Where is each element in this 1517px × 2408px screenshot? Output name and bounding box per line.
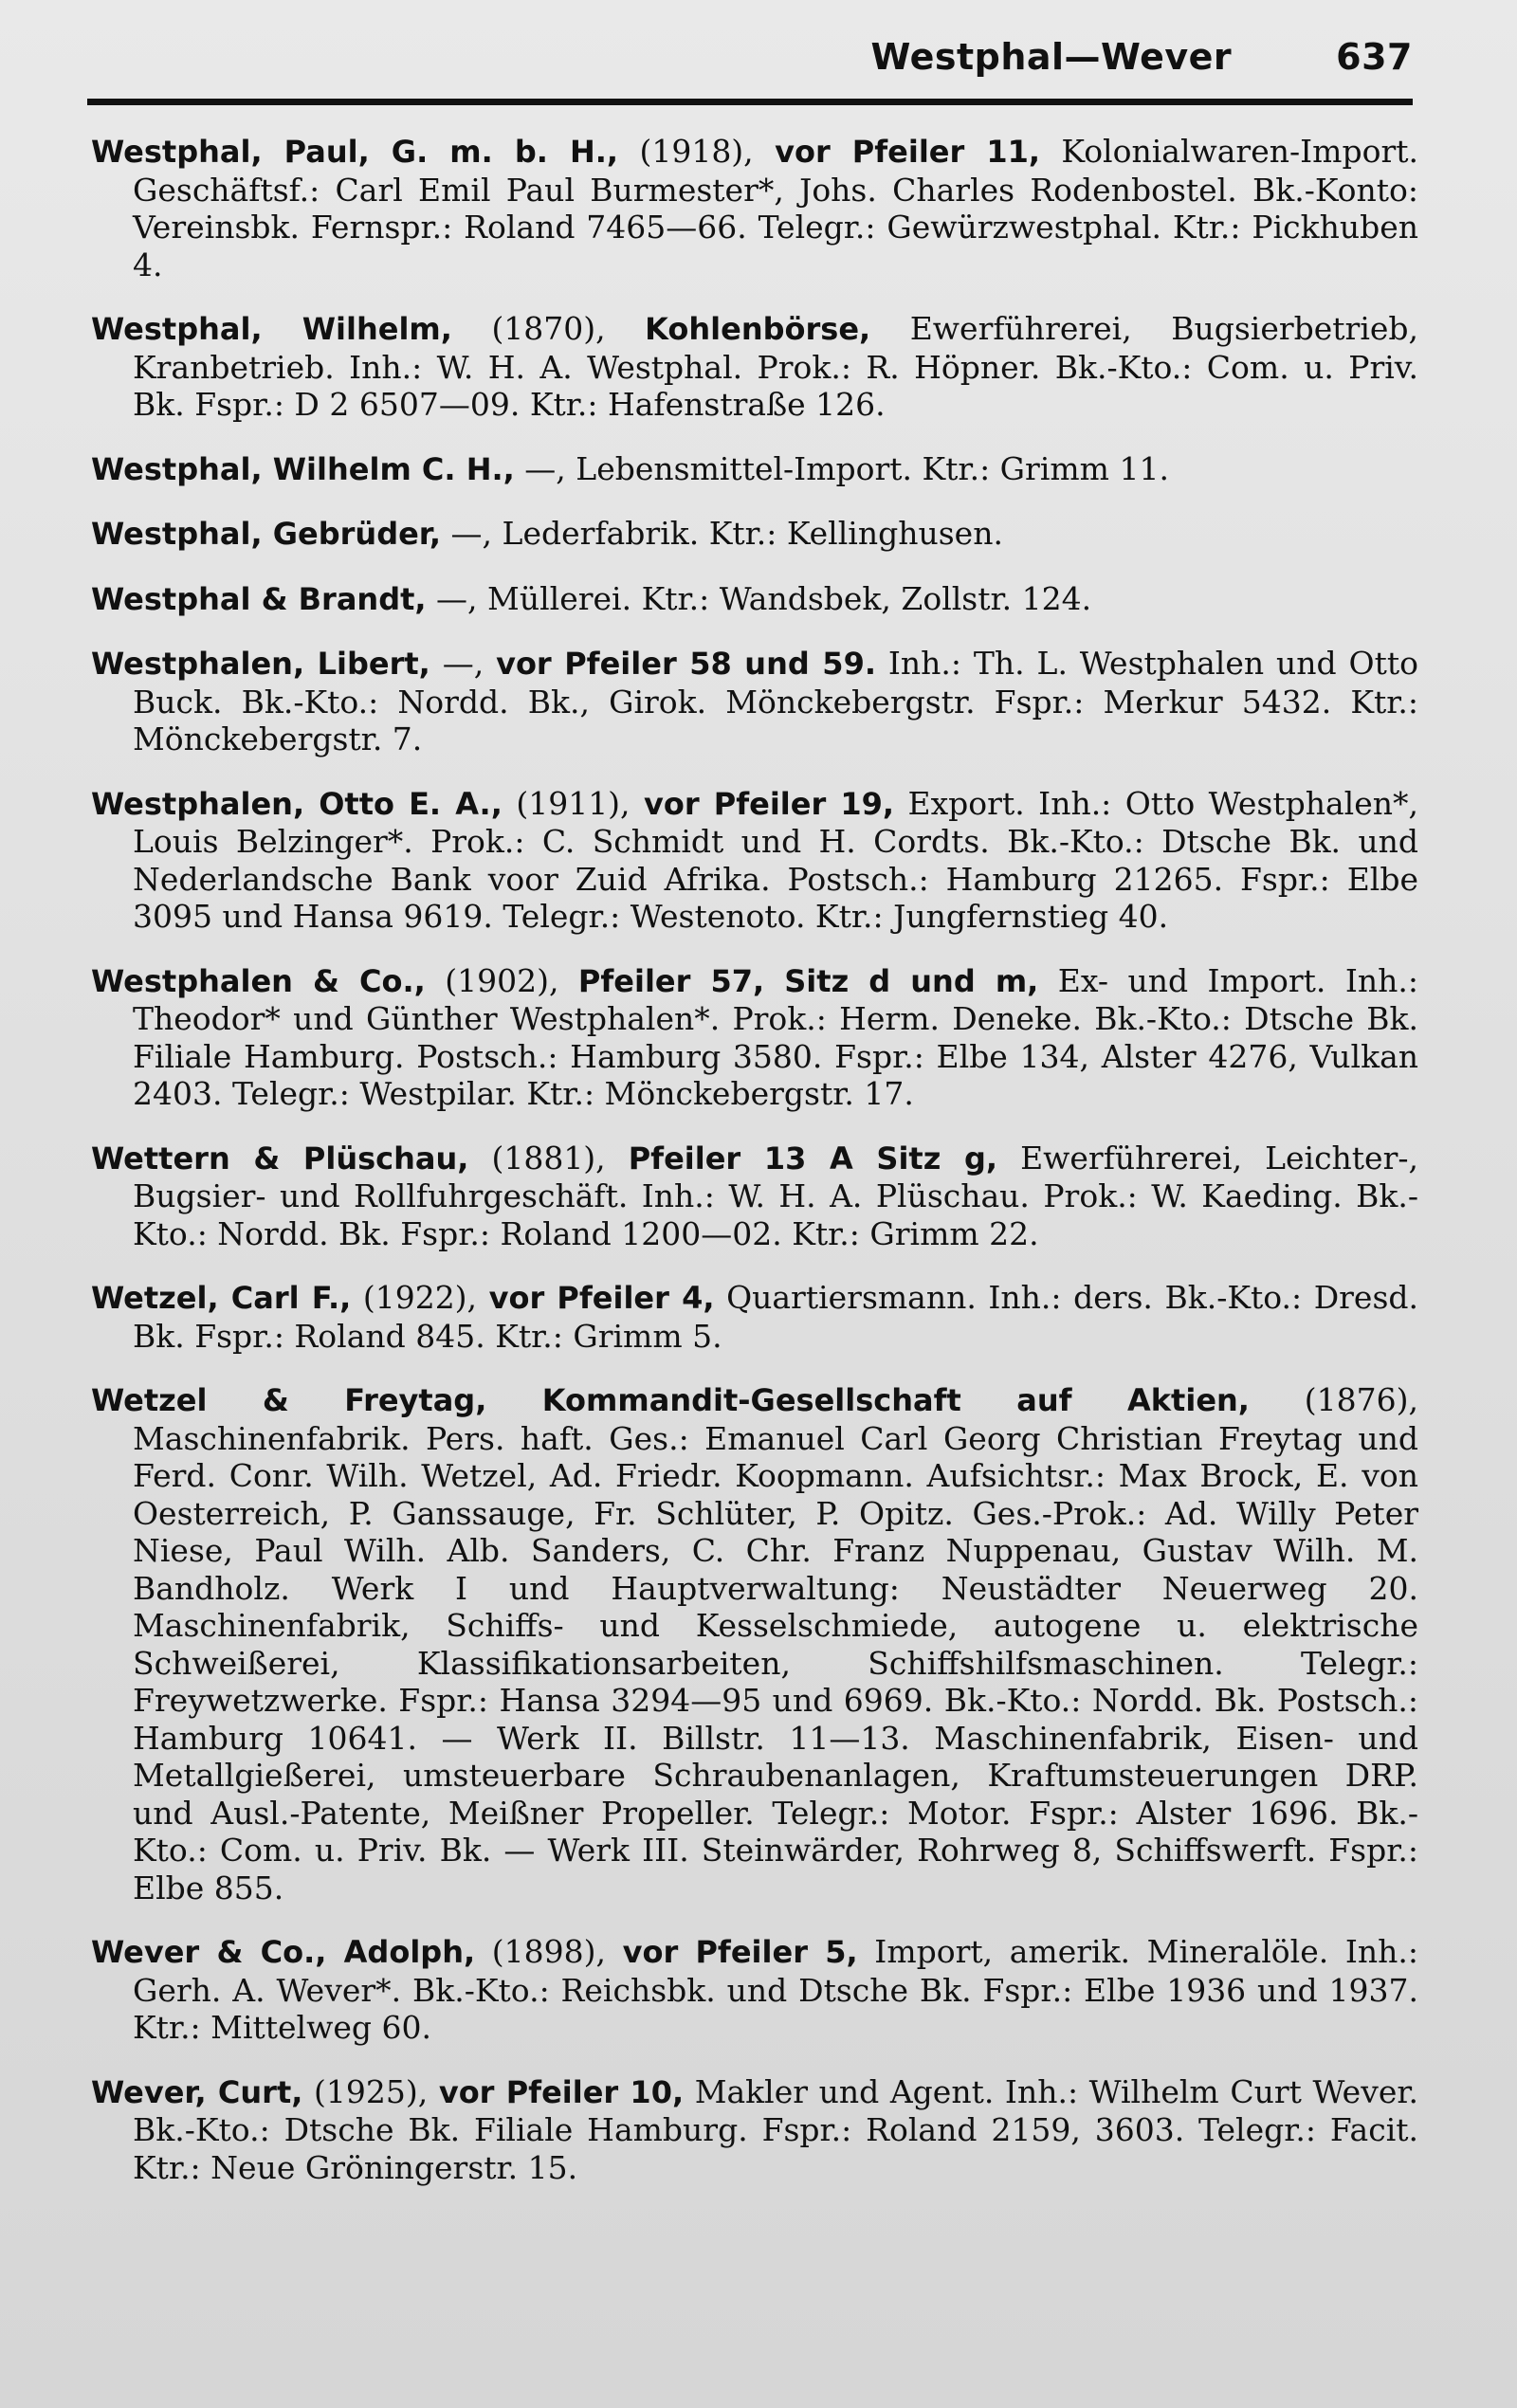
entry-location: Pfeiler 57, Sitz d und m, — [577, 962, 1039, 999]
entry-text: Maschinenfabrik. Pers. haft. Ges.: Emanuel Carl Georg Christian Freytag und Ferd. Conr. Wilh. Wetzel, Ad. Friedr. Koopmann. Aufsichtsr.: Max Brock, E. von Oesterreich, P. Ganssauge, Fr. Schlüter, P. Opitz. Ges.-Prok.: Ad. Willy Peter Niese, Paul Wilh. Alb. Sanders, C. Chr. Franz Nuppenau, Gustav Wilh. M. Bandholz. Werk I und Hauptverwaltung: Neustädter Neuerweg 20. Maschinenfabrik, Schiffs- und Kesselschmiede, autogene u. elektrische Schweißerei, Klassifikationsarbeiten, Schiffshilfsmaschinen. Telegr.: Freywetzwerke. Fspr.: Hansa 3294—95 und 6969. Bk.-Kto.: Nordd. Bk. Postsch.: Hamburg 10641. — Werk II. Billstr. 11—13. Maschinenfabrik, Eisen- und Metallgießerei, umsteuerbare Schraubenanlagen, Kraftumsteuerungen DRP. und Ausl.-Patente, Meißner Propeller. Telegr.: Motor. Fspr.: Alster 1696. Bk.-Kto.: Com. u. Priv. Bk. — Werk III. Steinwärder, Rohrweg 8, Schiffswerft. Fspr.: Elbe 855. — [133, 1419, 1418, 1906]
entry-text: Inh.: Th. L. Westphalen und Otto Buck. Bk.-Kto.: Nordd. Bk., Girok. Mönckebergstr. Fspr.: Merkur 5432. Ktr.: Mönckebergstr. 7. — [133, 645, 1418, 757]
entry-location: vor Pfeiler 10, — [438, 2073, 685, 2110]
entry-text: Quartiersmann. Inh.: ders. Bk.-Kto.: Dresd. Bk. Fspr.: Roland 845. Ktr.: Grimm 5. — [133, 1279, 1419, 1355]
directory-entry — [91, 1933, 1418, 2047]
entry-location: Kohlenbörse, — [645, 311, 871, 347]
entry-year: (1918), — [639, 133, 754, 170]
entry-name: Westphal, Wilhelm C. H., — [91, 450, 515, 487]
entry-name: Westphal, Gebrüder, — [91, 516, 442, 552]
running-head-title: Westphal—Wever — [870, 36, 1233, 78]
entry-year: —, — [450, 515, 493, 552]
entry-location: Pfeiler 13 A Sitz g, — [628, 1140, 998, 1177]
directory-entry — [91, 450, 1418, 489]
directory-entry — [91, 1279, 1418, 1355]
entry-year: (1898), — [491, 1933, 606, 1970]
directory-entry — [91, 785, 1418, 936]
entry-year: (1911), — [516, 784, 631, 822]
entry-text: Import, amerik. Mineralöle. Inh.: Gerh. A. Wever*. Bk.-Kto.: Reichsbk. und Dtsche Bk. Fspr.: Elbe 1936 und 1937. Ktr.: Mittelweg 60. — [133, 1933, 1418, 2046]
header-rule — [87, 99, 1413, 105]
entry-year: (1876), — [1304, 1381, 1419, 1418]
directory-entry — [91, 1381, 1418, 1906]
directory-entry — [91, 1140, 1418, 1253]
entry-name: Westphal & Brandt, — [91, 580, 427, 617]
entry-name: Westphalen & Co., — [91, 962, 426, 999]
entry-year: (1881), — [491, 1139, 606, 1177]
directory-entry — [91, 580, 1418, 619]
entry-year: —, — [524, 449, 566, 487]
entry-location: vor Pfeiler 58 und 59. — [496, 646, 876, 682]
entry-name: Westphal, Paul, G. m. b. H., — [91, 134, 619, 170]
entry-name: Westphalen, Otto E. A., — [91, 785, 503, 822]
entry-name: Wettern & Plüschau, — [91, 1140, 469, 1177]
entry-year: (1902), — [445, 961, 559, 999]
entry-text: Lebensmittel-Import. Ktr.: Grimm 11. — [576, 449, 1169, 487]
entry-text: Export. Inh.: Otto Westphalen*, Louis Belzinger*. Prok.: C. Schmidt und H. Cordts. Bk.-Kto.: Dtsche Bk. und Nederlandsche Bank voor Zuid Afrika. Postsch.: Hamburg 21265. Fspr.: Elbe 3095 und Hansa 9619. Telegr.: Westenoto. Ktr.: Jungfernstieg 40. — [133, 784, 1418, 935]
entry-name: Wever & Co., Adolph, — [91, 1934, 476, 1970]
directory-entry — [91, 645, 1418, 758]
directory-entry — [91, 962, 1418, 1113]
entry-name: Westphalen, Libert, — [91, 646, 430, 682]
running-head — [85, 36, 1413, 78]
entry-text: Makler und Agent. Inh.: Wilhelm Curt Wever. Bk.-Kto.: Dtsche Bk. Filiale Hamburg. Fspr.: Roland 2159, 3603. Telegr.: Facit. Ktr.: Neue Gröningerstr. 15. — [133, 2072, 1419, 2186]
entry-year: (1870), — [491, 310, 606, 347]
entry-location: vor Pfeiler 5, — [622, 1934, 858, 1970]
entry-name: Wetzel & Freytag, Kommandit-Gesellschaft auf Aktien, — [91, 1382, 1250, 1418]
entry-list — [91, 133, 1418, 2213]
entry-location: vor Pfeiler 11, — [775, 134, 1041, 170]
entry-text: Lederfabrik. Ktr.: Kellinghusen. — [502, 515, 1003, 552]
entry-location: vor Pfeiler 4, — [488, 1280, 715, 1316]
entry-text: Ewerführerei, Bugsierbetrieb, Kranbetrieb. Inh.: W. H. A. Westphal. Prok.: R. Höpner. Bk.-Kto.: Com. u. Priv. Bk. Fspr.: D 2 6507—09. Ktr.: Hafenstraße 126. — [133, 310, 1419, 423]
entry-name: Wetzel, Carl F., — [91, 1280, 352, 1316]
directory-entry — [91, 515, 1418, 554]
entry-name: Wever, Curt, — [91, 2073, 303, 2110]
entry-year: —, — [436, 579, 478, 617]
entry-year: (1925), — [314, 2072, 429, 2110]
entry-text: Kolonialwaren-Import. Geschäftsf.: Carl Emil Paul Burmester*, Johs. Charles Rodenbostel. Bk.-Konto: Vereinsbk. Fernspr.: Roland 7465—66. Telegr.: Gewürzwestphal. Ktr.: Pickhuben 4. — [133, 133, 1418, 283]
directory-entry — [91, 133, 1418, 283]
page-number: 637 — [1336, 36, 1413, 78]
directory-entry — [91, 2073, 1418, 2187]
entry-text: Ewerführerei, Leichter-, Bugsier- und Rollfuhrgeschäft. Inh.: W. H. A. Plüschau. Prok.: W. Kaeding. Bk.-Kto.: Nordd. Bk. Fspr.: Roland 1200—02. Ktr.: Grimm 22. — [133, 1139, 1419, 1252]
directory-entry — [91, 310, 1418, 424]
entry-text: Müllerei. Ktr.: Wandsbek, Zollstr. 124. — [487, 579, 1092, 617]
entry-name: Westphal, Wilhelm, — [91, 311, 452, 347]
entry-year: —, — [442, 645, 484, 682]
entry-location: vor Pfeiler 19, — [644, 785, 895, 822]
entry-year: (1922), — [362, 1279, 478, 1316]
entry-text: Ex- und Import. Inh.: Theodor* und Günther Westphalen*. Prok.: Herm. Deneke. Bk.-Kto.: Dtsche Bk. Filiale Hamburg. Postsch.: Hamburg 3580. Fspr.: Elbe 134, Alster 4276, Vulkan 2403. Telegr.: Westpilar. Ktr.: Mönckebergstr. 17. — [133, 961, 1418, 1112]
